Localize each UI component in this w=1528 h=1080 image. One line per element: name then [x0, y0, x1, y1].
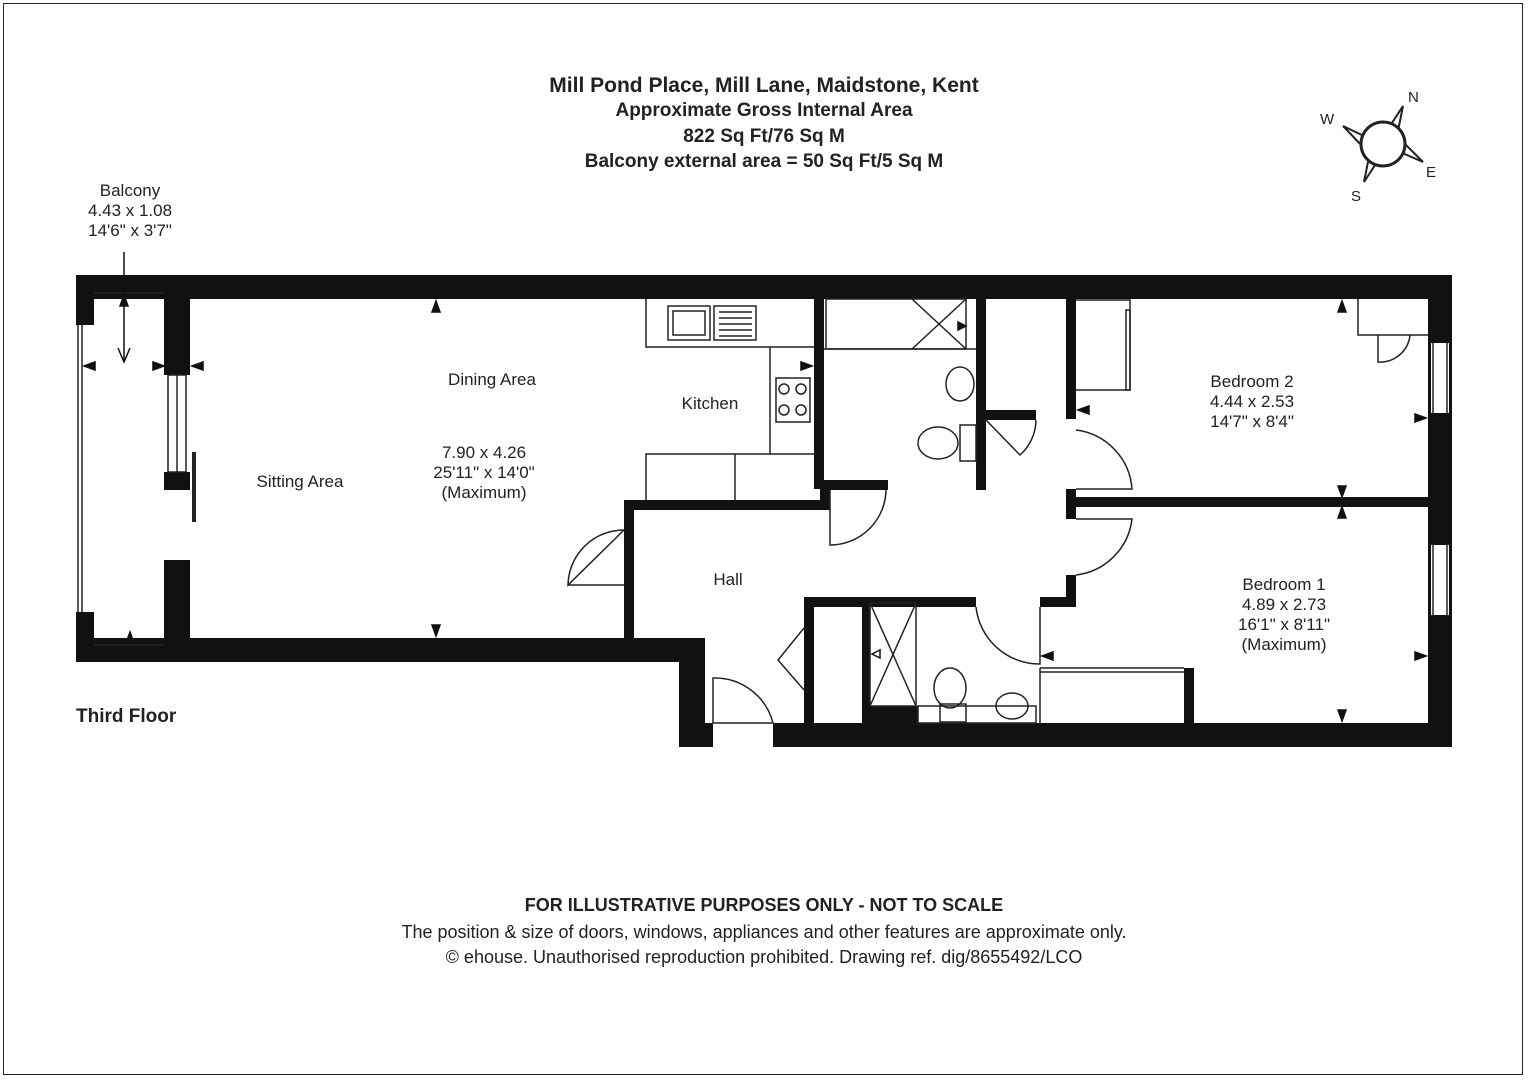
bedroom1-note: (Maximum) [1241, 635, 1327, 654]
doors [568, 420, 1132, 723]
kitchen-label: Kitchen [681, 394, 739, 413]
area-title: Approximate Gross Internal Area [615, 100, 913, 121]
living-imperial: 25'11" x 14'0" [433, 463, 535, 482]
compass-n: N [1408, 89, 1419, 106]
sitting-label: Sitting Area [256, 472, 344, 491]
compass-s: S [1351, 188, 1362, 205]
balcony-label [70, 181, 190, 241]
hall-label: Hall [713, 570, 743, 589]
living-note: (Maximum) [441, 483, 527, 502]
bedroom1-name: Bedroom 1 [1242, 575, 1326, 594]
walls [76, 275, 1452, 747]
balcony-name: Balcony [99, 181, 161, 200]
balcony-imperial: 14'6" x 3'7" [88, 221, 172, 240]
bedroom2-metric: 4.44 x 2.53 [1209, 392, 1295, 411]
bedroom2-imperial: 14'7" x 8'4" [1210, 412, 1294, 431]
area-value: 822 Sq Ft/76 Sq M [683, 126, 845, 147]
bedroom1-label [1208, 575, 1360, 655]
balcony-area: Balcony external area = 50 Sq Ft/5 Sq M [584, 151, 944, 172]
floor-label: Third Floor [76, 706, 177, 727]
disclaimer: FOR ILLUSTRATIVE PURPOSES ONLY - NOT TO SCALE [524, 895, 1004, 915]
compass-w: W [1320, 111, 1335, 128]
bedroom2-name: Bedroom 2 [1210, 372, 1294, 391]
address-title: Mill Pond Place, Mill Lane, Maidstone, Kent [549, 74, 979, 97]
footer-note-1: The position & size of doors, windows, appliances and other features are approximate only. [401, 922, 1127, 942]
bedroom1-metric: 4.89 x 2.73 [1241, 595, 1327, 614]
footer-note-2: © ehouse. Unauthorised reproduction prohibited. Drawing ref. dig/8655492/LCO [445, 947, 1083, 967]
living-dimensions [404, 443, 564, 503]
bedroom2-label [1180, 372, 1324, 432]
bedroom1-imperial: 16'1" x 8'11" [1238, 615, 1330, 634]
compass-icon [1320, 89, 1436, 205]
compass-e: E [1426, 164, 1437, 181]
balcony-metric: 4.43 x 1.08 [87, 201, 173, 220]
living-metric: 7.90 x 4.26 [441, 443, 527, 462]
dining-label: Dining Area [448, 370, 536, 389]
